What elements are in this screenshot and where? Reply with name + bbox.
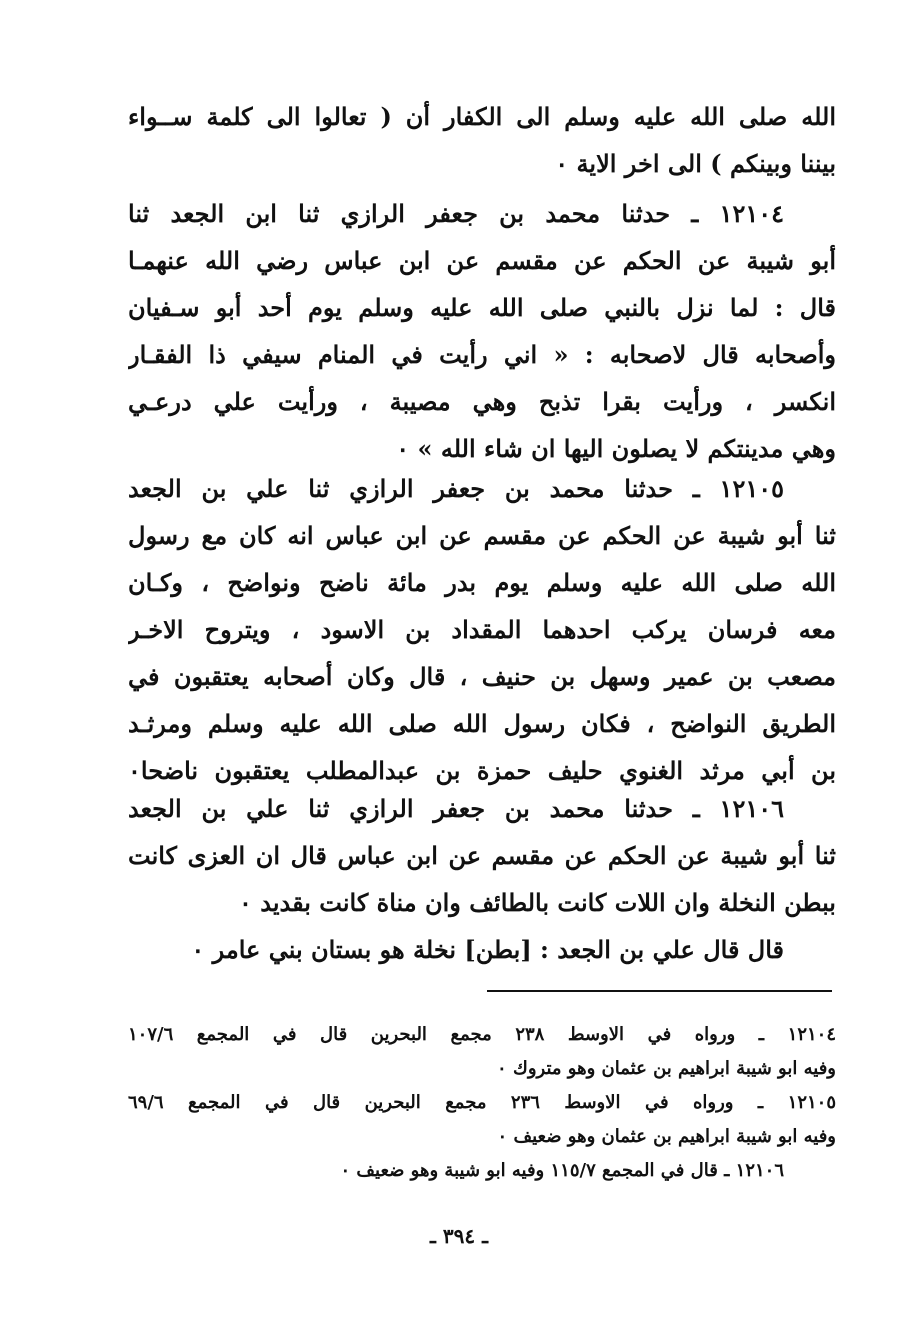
footnote-line: وفيه ابو شيبة ابراهيم بن عثمان وهو متروك ٠ [497, 1058, 836, 1079]
text-line: وأصحابه قال لاصحابه : « اني رأيت في المنام سيفي ذا الفقـار [128, 340, 836, 369]
hadith-12104 [128, 190, 836, 472]
footnote-line: ١٢١٠٥ ـ ورواه في الاوسط ٢٣٦ مجمع البحرين قال في المجمع ٦٩/٦ [128, 1092, 836, 1113]
hadith-12106 [128, 785, 836, 973]
text-line: الله صلى الله عليه وسلم الى الكفار أن ( تعالوا الى كلمة ســواء [128, 102, 836, 131]
text-line: الله صلى الله عليه وسلم يوم بدر مائة ناضح ونواضح ، وكـان [128, 568, 836, 597]
text-line: ١٢١٠٦ ـ حدثنا محمد بن جعفر الرازي ثنا علي بن الجعد [128, 794, 784, 823]
page-number: ـ ٣٩٤ ـ [430, 1224, 488, 1248]
footnote-separator [487, 990, 832, 992]
text-line: بيننا وبينكم ) الى اخر الاية ٠ [555, 149, 836, 178]
text-line: ثنا أبو شيبة عن الحكم عن مقسم عن ابن عباس انه كان مع رسول [128, 521, 836, 550]
footnote-line: وفيه ابو شيبة ابراهيم بن عثمان وهو ضعيف ٠ [497, 1126, 836, 1147]
text-line: ببطن النخلة وان اللات كانت بالطائف وان مناة كانت بقديد ٠ [239, 888, 836, 917]
footnote-line: ١٢١٠٦ ـ قال في المجمع ١١٥/٧ وفيه ابو شيبة وهو ضعيف ٠ [340, 1160, 784, 1181]
text-line: معه فرسان يركب احدهما المقداد بن الاسود ، ويتروح الاخـر [128, 615, 836, 644]
text-line: ١٢١٠٥ ـ حدثنا محمد بن جعفر الرازي ثنا علي بن الجعد [128, 474, 784, 503]
text-line: ١٢١٠٤ ـ حدثنا محمد بن جعفر الرازي ثنا ابن الجعد ثنا [128, 199, 784, 228]
text-line: قال قال علي بن الجعد : [بطن] نخلة هو بستان بني عامر ٠ [191, 935, 784, 964]
footnote-line: ١٢١٠٤ ـ ورواه في الاوسط ٢٣٨ مجمع البحرين قال في المجمع ١٠٧/٦ [128, 1024, 836, 1045]
text-line: بن أبي مرثد الغنوي حليف حمزة بن عبدالمطلب يعتقبون ناضحا٠ [128, 756, 836, 785]
text-line: انكسر ، ورأيت بقرا تذبح وهي مصيبة ، ورأيت علي درعـي [128, 387, 836, 416]
text-line: ثنا أبو شيبة عن الحكم عن مقسم عن ابن عباس قال ان العزى كانت [128, 841, 836, 870]
text-line: قال : لما نزل بالنبي صلى الله عليه وسلم يوم أحد أبو سـفيان [128, 293, 836, 322]
text-line: وهي مدينتكم لا يصلون اليها ان شاء الله » ٠ [396, 434, 836, 463]
hadith-12105 [128, 465, 836, 794]
text-line: أبو شيبة عن الحكم عن مقسم عن ابن عباس رضي الله عنهمـا [128, 246, 836, 275]
footnotes [128, 1018, 836, 1188]
paragraph-continuation [128, 93, 836, 187]
text-line: الطريق النواضح ، فكان رسول الله صلى الله عليه وسلم ومرثـد [128, 709, 836, 738]
text-line: مصعب بن عمير وسهل بن حنيف ، قال وكان أصحابه يعتقبون في [128, 662, 836, 691]
